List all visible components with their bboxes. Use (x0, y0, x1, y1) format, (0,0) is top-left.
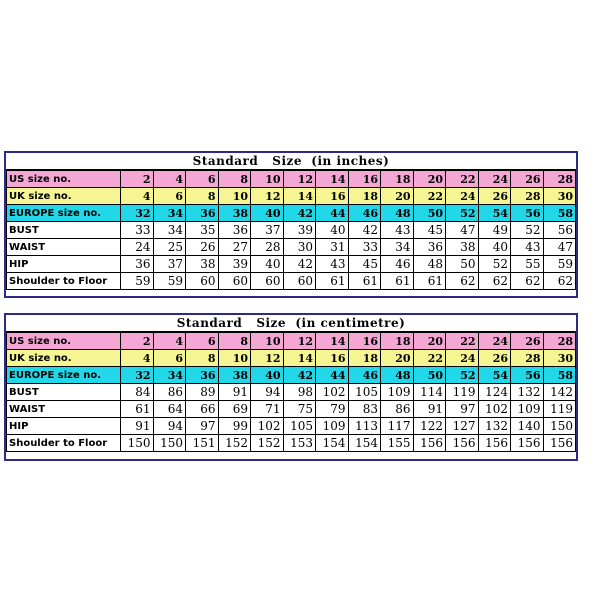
size-cell: 117 (381, 418, 414, 435)
row-label: WAIST (7, 401, 121, 418)
size-cell: 4 (153, 333, 186, 350)
size-cell: 150 (121, 435, 154, 452)
size-cell: 122 (413, 418, 446, 435)
size-cell: 18 (381, 171, 414, 188)
size-cell: 45 (413, 222, 446, 239)
size-cell: 50 (413, 367, 446, 384)
size-cell: 59 (121, 273, 154, 290)
size-cell: 42 (283, 367, 316, 384)
size-cell: 40 (316, 222, 349, 239)
row-label: HIP (7, 256, 121, 273)
uk-size-row (7, 188, 576, 205)
size-cell: 6 (186, 171, 219, 188)
size-cell: 102 (478, 401, 511, 418)
size-cell: 150 (543, 418, 576, 435)
size-cell: 151 (186, 435, 219, 452)
size-cell: 97 (186, 418, 219, 435)
size-cell: 2 (121, 171, 154, 188)
size-cell: 66 (186, 401, 219, 418)
size-cell: 44 (316, 205, 349, 222)
size-cell: 56 (543, 222, 576, 239)
size-cell: 33 (121, 222, 154, 239)
size-cell: 16 (316, 350, 349, 367)
size-cell: 61 (316, 273, 349, 290)
size-cell: 37 (251, 222, 284, 239)
size-cell: 132 (478, 418, 511, 435)
size-cell: 26 (511, 171, 544, 188)
size-cell: 91 (218, 384, 251, 401)
size-cell: 79 (316, 401, 349, 418)
size-cell: 156 (413, 435, 446, 452)
size-cell: 49 (478, 222, 511, 239)
size-cell: 8 (218, 171, 251, 188)
size-cell: 10 (218, 188, 251, 205)
size-cell: 28 (543, 171, 576, 188)
size-cell: 156 (478, 435, 511, 452)
size-cell: 156 (511, 435, 544, 452)
size-cell: 71 (251, 401, 284, 418)
eu-size-row (7, 367, 576, 384)
size-cell: 18 (348, 188, 381, 205)
size-cell: 2 (121, 333, 154, 350)
size-cell: 114 (413, 384, 446, 401)
size-cell: 6 (153, 350, 186, 367)
size-cell: 61 (348, 273, 381, 290)
size-cell: 91 (413, 401, 446, 418)
size-cell: 62 (478, 273, 511, 290)
size-cell: 33 (348, 239, 381, 256)
size-cell: 59 (543, 256, 576, 273)
size-cell: 43 (316, 256, 349, 273)
size-cell: 44 (316, 367, 349, 384)
size-cell: 62 (543, 273, 576, 290)
size-cell: 60 (186, 273, 219, 290)
size-cell: 156 (543, 435, 576, 452)
size-cell: 12 (283, 333, 316, 350)
size-cell: 48 (381, 367, 414, 384)
size-cell: 24 (478, 171, 511, 188)
size-cell: 105 (283, 418, 316, 435)
size-cell: 48 (381, 205, 414, 222)
size-cell: 18 (381, 333, 414, 350)
size-cell: 54 (478, 367, 511, 384)
size-cell: 43 (381, 222, 414, 239)
size-cell: 12 (283, 171, 316, 188)
size-cell: 47 (543, 239, 576, 256)
size-cell: 32 (121, 205, 154, 222)
size-cell: 30 (283, 239, 316, 256)
size-cell: 109 (511, 401, 544, 418)
eu-size-row (7, 205, 576, 222)
size-cell: 24 (478, 333, 511, 350)
size-cell: 102 (316, 384, 349, 401)
size-cell: 34 (153, 205, 186, 222)
size-cell: 142 (543, 384, 576, 401)
size-cell: 8 (186, 350, 219, 367)
size-cell: 48 (413, 256, 446, 273)
size-cell: 4 (153, 171, 186, 188)
size-cell: 40 (251, 256, 284, 273)
measurement-row (7, 435, 576, 452)
size-cell: 124 (478, 384, 511, 401)
size-cell: 152 (251, 435, 284, 452)
size-cell: 20 (413, 171, 446, 188)
size-cell: 84 (121, 384, 154, 401)
measurement-row (7, 401, 576, 418)
size-cell: 36 (121, 256, 154, 273)
size-cell: 155 (381, 435, 414, 452)
size-cell: 4 (121, 188, 154, 205)
size-cell: 42 (348, 222, 381, 239)
size-cell: 60 (251, 273, 284, 290)
size-cell: 28 (251, 239, 284, 256)
size-cell: 22 (446, 171, 479, 188)
size-cell: 132 (511, 384, 544, 401)
size-cell: 6 (186, 333, 219, 350)
size-cell: 16 (348, 171, 381, 188)
size-cell: 46 (348, 367, 381, 384)
size-cell: 46 (381, 256, 414, 273)
size-cell: 36 (186, 367, 219, 384)
size-cell: 37 (153, 256, 186, 273)
size-cell: 8 (186, 188, 219, 205)
size-cell: 61 (413, 273, 446, 290)
size-cell: 61 (381, 273, 414, 290)
size-cell: 24 (121, 239, 154, 256)
size-cell: 38 (446, 239, 479, 256)
uk-size-row (7, 350, 576, 367)
size-cell: 22 (413, 188, 446, 205)
size-cell: 39 (283, 222, 316, 239)
chart-title: Standard Size (in centimetre) (6, 315, 576, 332)
size-cell: 20 (381, 188, 414, 205)
size-cell: 34 (381, 239, 414, 256)
size-cell: 14 (283, 350, 316, 367)
size-cell: 14 (316, 333, 349, 350)
measurement-row (7, 239, 576, 256)
size-cell: 61 (121, 401, 154, 418)
size-cell: 50 (413, 205, 446, 222)
size-table (6, 332, 576, 452)
size-cell: 31 (316, 239, 349, 256)
size-cell: 24 (446, 188, 479, 205)
size-cell: 42 (283, 205, 316, 222)
size-cell: 52 (511, 222, 544, 239)
size-cell: 28 (511, 188, 544, 205)
size-cell: 35 (186, 222, 219, 239)
size-cell: 46 (348, 205, 381, 222)
size-cell: 40 (478, 239, 511, 256)
size-cell: 69 (218, 401, 251, 418)
size-cell: 113 (348, 418, 381, 435)
us-size-row (7, 171, 576, 188)
size-cell: 40 (251, 205, 284, 222)
size-cell: 127 (446, 418, 479, 435)
size-cell: 12 (251, 350, 284, 367)
size-cell: 154 (348, 435, 381, 452)
size-cell: 75 (283, 401, 316, 418)
chart-title: Standard Size (in inches) (6, 153, 576, 170)
size-cell: 105 (348, 384, 381, 401)
size-cell: 119 (543, 401, 576, 418)
size-cell: 27 (218, 239, 251, 256)
size-cell: 10 (218, 350, 251, 367)
row-label: Shoulder to Floor (7, 435, 121, 452)
row-label: HIP (7, 418, 121, 435)
size-cell: 34 (153, 222, 186, 239)
size-cell: 83 (348, 401, 381, 418)
size-cell: 50 (446, 256, 479, 273)
size-cell: 97 (446, 401, 479, 418)
size-cell: 38 (218, 367, 251, 384)
size-cell: 26 (511, 333, 544, 350)
size-cell: 38 (218, 205, 251, 222)
size-cell: 39 (218, 256, 251, 273)
row-label: UK size no. (7, 188, 121, 205)
size-cell: 109 (316, 418, 349, 435)
size-cell: 26 (186, 239, 219, 256)
size-cell: 94 (251, 384, 284, 401)
size-cell: 52 (478, 256, 511, 273)
size-cell: 154 (316, 435, 349, 452)
row-label: BUST (7, 222, 121, 239)
size-cell: 94 (153, 418, 186, 435)
size-cell: 140 (511, 418, 544, 435)
size-cell: 58 (543, 367, 576, 384)
size-cell: 4 (121, 350, 154, 367)
size-cell: 119 (446, 384, 479, 401)
size-cell: 109 (381, 384, 414, 401)
size-cell: 56 (511, 205, 544, 222)
size-cell: 47 (446, 222, 479, 239)
size-cell: 102 (251, 418, 284, 435)
size-cell: 156 (446, 435, 479, 452)
size-cell: 36 (186, 205, 219, 222)
size-cell: 22 (446, 333, 479, 350)
size-cell: 22 (413, 350, 446, 367)
size-cell: 62 (511, 273, 544, 290)
size-cell: 10 (251, 171, 284, 188)
size-cell: 25 (153, 239, 186, 256)
measurement-row (7, 256, 576, 273)
size-cell: 52 (446, 205, 479, 222)
size-cell: 10 (251, 333, 284, 350)
size-cell: 153 (283, 435, 316, 452)
size-cell: 36 (413, 239, 446, 256)
size-cell: 28 (543, 333, 576, 350)
size-cell: 8 (218, 333, 251, 350)
size-cell: 40 (251, 367, 284, 384)
row-label: Shoulder to Floor (7, 273, 121, 290)
size-cell: 45 (348, 256, 381, 273)
size-cell: 18 (348, 350, 381, 367)
size-cell: 54 (478, 205, 511, 222)
size-cell: 86 (381, 401, 414, 418)
size-table (6, 170, 576, 290)
row-label: WAIST (7, 239, 121, 256)
size-cell: 30 (543, 188, 576, 205)
size-cell: 152 (218, 435, 251, 452)
size-cell: 64 (153, 401, 186, 418)
row-label: UK size no. (7, 350, 121, 367)
size-cell: 26 (478, 188, 511, 205)
size-cell: 12 (251, 188, 284, 205)
size-cell: 24 (446, 350, 479, 367)
measurement-row (7, 222, 576, 239)
size-cell: 56 (511, 367, 544, 384)
size-cell: 30 (543, 350, 576, 367)
size-cell: 6 (153, 188, 186, 205)
size-cell: 16 (348, 333, 381, 350)
size-cell: 34 (153, 367, 186, 384)
size-cell: 42 (283, 256, 316, 273)
size-cell: 89 (186, 384, 219, 401)
size-cell: 28 (511, 350, 544, 367)
size-cell: 60 (218, 273, 251, 290)
size-cell: 20 (381, 350, 414, 367)
row-label: US size no. (7, 171, 121, 188)
row-label: EUROPE size no. (7, 367, 121, 384)
size-chart-inches (4, 151, 578, 298)
row-label: EUROPE size no. (7, 205, 121, 222)
us-size-row (7, 333, 576, 350)
measurement-row (7, 273, 576, 290)
size-cell: 16 (316, 188, 349, 205)
size-cell: 26 (478, 350, 511, 367)
size-cell: 14 (283, 188, 316, 205)
size-cell: 52 (446, 367, 479, 384)
size-cell: 60 (283, 273, 316, 290)
size-chart-centimetre (4, 313, 578, 461)
size-cell: 59 (153, 273, 186, 290)
size-cell: 32 (121, 367, 154, 384)
size-cell: 36 (218, 222, 251, 239)
size-cell: 20 (413, 333, 446, 350)
size-cell: 58 (543, 205, 576, 222)
row-label: US size no. (7, 333, 121, 350)
size-cell: 98 (283, 384, 316, 401)
measurement-row (7, 384, 576, 401)
size-cell: 55 (511, 256, 544, 273)
row-label: BUST (7, 384, 121, 401)
size-cell: 38 (186, 256, 219, 273)
measurement-row (7, 418, 576, 435)
size-cell: 99 (218, 418, 251, 435)
size-cell: 62 (446, 273, 479, 290)
size-cell: 91 (121, 418, 154, 435)
size-cell: 43 (511, 239, 544, 256)
size-cell: 150 (153, 435, 186, 452)
size-cell: 86 (153, 384, 186, 401)
size-cell: 14 (316, 171, 349, 188)
